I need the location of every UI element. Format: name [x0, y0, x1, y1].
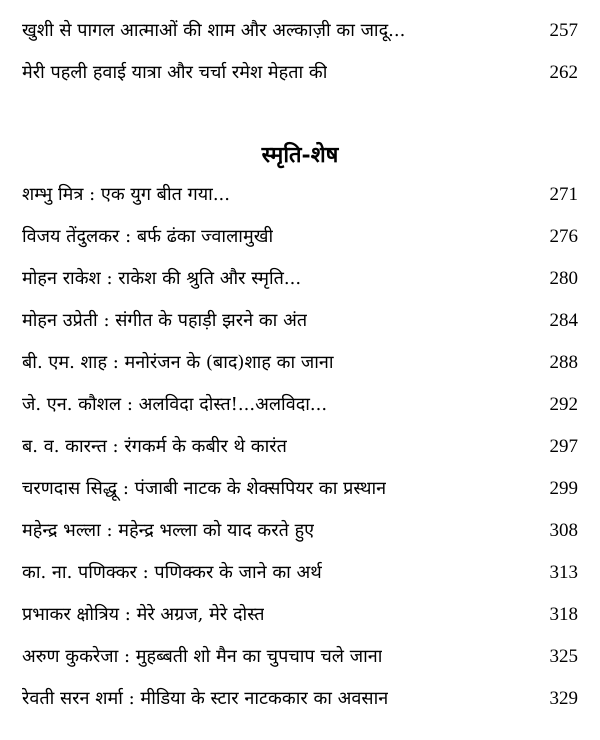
toc-entry-title: शम्भु मित्र : एक युग बीत गया...: [22, 184, 231, 205]
toc-entry-page: 299: [549, 478, 578, 499]
toc-entry-page: 292: [549, 394, 578, 415]
toc-entry: [22, 642, 578, 672]
toc-entry: [22, 558, 578, 588]
toc-entry: [22, 600, 578, 630]
toc-entry: [22, 58, 578, 88]
toc-entry: [22, 180, 578, 210]
toc-entry-title: बी. एम. शाह : मनोरंजन के (बाद)शाह का जाना: [22, 352, 334, 373]
toc-entry: [22, 474, 578, 504]
toc-entry-title: मोहन राकेश : राकेश की श्रुति और स्मृति...: [22, 268, 302, 289]
toc-entry: [22, 264, 578, 294]
toc-entry-page: 297: [549, 436, 578, 457]
toc-entry-page: 271: [549, 184, 578, 205]
toc-entry-page: 262: [549, 62, 578, 83]
toc-entry-title: खुशी से पागल आत्माओं की शाम और अल्काज़ी का जादू...: [22, 20, 406, 41]
toc-entry-title: प्रभाकर क्षोत्रिय : मेरे अग्रज, मेरे दोस्त: [22, 604, 265, 625]
toc-entry-title: का. ना. पणिक्कर : पणिक्कर के जाने का अर्थ: [22, 562, 322, 583]
toc-entry: [22, 390, 578, 420]
toc-entry: [22, 306, 578, 336]
toc-entry-title: ब. व. कारन्त : रंगकर्म के कबीर थे कारंत: [22, 436, 287, 457]
toc-entry-page: 318: [549, 604, 578, 625]
toc-entry: [22, 348, 578, 378]
toc-entry-title: जे. एन. कौशल : अलविदा दोस्त!...अलविदा...: [22, 394, 328, 415]
toc-entry: [22, 222, 578, 252]
toc-entry-title: मोहन उप्रेती : संगीत के पहाड़ी झरने का अंत: [22, 310, 308, 331]
toc-entry-title: अरुण कुकरेजा : मुहब्बती शो मैन का चुपचाप चले जाना: [22, 646, 383, 667]
toc-entry: [22, 432, 578, 462]
toc-entry-title: विजय तेंदुलकर : बर्फ ढंका ज्वालामुखी: [22, 226, 274, 247]
toc-entry-page: 257: [549, 20, 578, 41]
toc-entry-title: चरणदास सिद्धू : पंजाबी नाटक के शेक्सपियर का प्रस्थान: [22, 478, 387, 499]
toc-entry-title: रेवती सरन शर्मा : मीडिया के स्टार नाटककार का अवसान: [22, 688, 389, 709]
toc-entry-page: 325: [549, 646, 578, 667]
section-heading: स्मृति-शेष: [261, 142, 339, 168]
toc-entry-title: महेन्द्र भल्ला : महेन्द्र भल्ला को याद करते हुए: [22, 520, 315, 541]
toc-entry-page: 308: [549, 520, 578, 541]
toc-entry-page: 276: [549, 226, 578, 247]
toc-entry-page: 313: [549, 562, 578, 583]
toc-entry-page: 284: [549, 310, 578, 331]
toc-entry-page: 280: [549, 268, 578, 289]
toc-entry: [22, 516, 578, 546]
toc-entry-page: 329: [549, 688, 578, 709]
toc-entry: [22, 684, 578, 714]
toc-entry-title: मेरी पहली हवाई यात्रा और चर्चा रमेश मेहता की: [22, 62, 328, 83]
toc-entry: [22, 16, 578, 46]
toc-entry-page: 288: [549, 352, 578, 373]
